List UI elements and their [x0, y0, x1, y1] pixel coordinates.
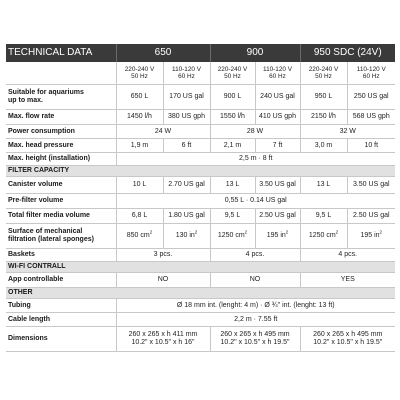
cell-line: NO [249, 276, 261, 283]
cell-line: 250 US gal [353, 93, 389, 100]
cell-line: 6 ft [181, 141, 192, 149]
cell-line: 650 L [130, 93, 149, 100]
table-row-head [6, 139, 395, 153]
cell-line: 850 $cm^2$ [126, 229, 153, 239]
merged-value-cell [300, 327, 395, 352]
cell-line: 32 W [339, 127, 356, 135]
merged-value-cell [300, 273, 395, 288]
cell-line: 170 US gal [169, 93, 204, 100]
value-cell [116, 209, 163, 224]
cell-line: 0,55 L · 0.14 US gal [224, 197, 287, 204]
model-950-header: 950 SDC (24V) [300, 44, 395, 62]
cell-line: 13 L [225, 181, 240, 188]
merged-value-cell [116, 273, 210, 288]
cell-line: 2150 l/h [311, 113, 336, 120]
voltage-row-label [6, 62, 116, 85]
voltage-950-us: 110-120 V 60 Hz [347, 62, 395, 85]
cell-line: 28 W [246, 127, 264, 135]
value-cell [347, 110, 395, 125]
value-cell [116, 177, 163, 194]
cell-line: Max. height (installation) [8, 155, 91, 162]
value-cell [116, 139, 163, 153]
cell-line: Ø 18 mm int. (lenght: 4 m) · Ø ¾" int. (lenght: 13 ft) [176, 301, 335, 309]
value-cell [300, 224, 347, 249]
table-row-surface [6, 224, 395, 249]
value-cell [210, 85, 255, 110]
cell-line: 6,8 L [131, 212, 148, 219]
cell-line: 3 pcs. [153, 251, 173, 258]
cell-line: App controllable [8, 276, 64, 283]
value-cell [300, 209, 347, 224]
voltage-950-eu: 220-240 V 50 Hz [300, 62, 347, 85]
value-cell [300, 177, 347, 194]
cell-line: 9,5 L [224, 212, 241, 219]
value-cell [210, 139, 255, 153]
cell-line: 260 x 265 x h 495 mm [313, 331, 383, 338]
full-span-value-cell [116, 299, 395, 313]
merged-value-cell [210, 273, 300, 288]
cell-line: 4 pcs. [245, 251, 265, 258]
table-row-sec_wifi [6, 262, 395, 273]
value-cell [347, 85, 395, 110]
model-900-header: 900 [210, 44, 300, 62]
table-row-media [6, 209, 395, 224]
section-header: WI-FI CONTRALL [6, 262, 395, 273]
value-cell [163, 209, 210, 224]
cell-line: 900 L [223, 93, 242, 100]
cell-line: 410 US gph [259, 113, 296, 120]
cell-line: 1250 $cm^2$ [308, 229, 339, 239]
cell-line: 950 L [314, 93, 333, 100]
cell-line: 568 US gph [352, 113, 390, 120]
cell-line: 1550 l/h [220, 113, 245, 120]
merged-value-cell [116, 125, 210, 139]
cell-line: 13 L [316, 181, 331, 188]
cell-line: 2.50 US gal [259, 212, 296, 219]
value-cell [300, 85, 347, 110]
table-title: TECHNICAL DATA [6, 44, 116, 62]
cell-line: 3.50 US gal [352, 181, 390, 188]
merged-value-cell [210, 327, 300, 352]
table-row-sec_filter [6, 166, 395, 177]
full-span-value-cell [116, 194, 395, 209]
cell-line: Surface of mechanical [8, 228, 83, 235]
cell-line: YES [340, 276, 355, 283]
value-cell [116, 224, 163, 249]
cell-line: 24 W [154, 127, 172, 135]
cell-line: 2,1 m [223, 141, 242, 149]
table-row-height [6, 153, 395, 166]
full-span-value-cell [116, 313, 395, 327]
cell-line: 10 ft [364, 141, 379, 149]
value-cell [347, 224, 395, 249]
voltage-row [6, 62, 395, 85]
value-cell [163, 224, 210, 249]
value-cell [210, 224, 255, 249]
value-cell [163, 110, 210, 125]
value-cell [347, 209, 395, 224]
voltage-650-us: 110-120 V 60 Hz [163, 62, 210, 85]
table-row-baskets [6, 249, 395, 262]
merged-value-cell [116, 327, 210, 352]
model-650-header: 650 [116, 44, 210, 62]
cell-line: Max. flow rate [8, 113, 55, 120]
merged-value-cell [300, 249, 395, 262]
cell-line: 10.2" x 10.5" x h 19.5" [313, 339, 383, 346]
cell-line: Baskets [8, 251, 35, 258]
cell-line: 2,5 m · 8 ft [239, 155, 273, 162]
cell-line: NO [157, 276, 169, 283]
row-label [6, 194, 116, 209]
value-cell [163, 85, 210, 110]
cell-line: 240 US gal [260, 93, 295, 100]
value-cell [300, 110, 347, 125]
value-cell [163, 139, 210, 153]
cell-line: 130 $in^2$ [175, 229, 198, 239]
row-label [6, 209, 116, 224]
row-label [6, 110, 116, 125]
cell-line: 10.2" x 10.5" x h 16" [131, 339, 195, 346]
cell-line: 3.50 US gal [259, 181, 296, 188]
cell-line: Cable length [8, 315, 51, 323]
value-cell [255, 209, 300, 224]
value-cell [116, 110, 163, 125]
cell-line: Power consumption [8, 127, 75, 135]
table-row-cable [6, 313, 395, 327]
table-body [6, 44, 395, 352]
value-cell [255, 85, 300, 110]
technical-data-sheet [6, 44, 395, 352]
row-label [6, 153, 116, 166]
table-row-app [6, 273, 395, 288]
table-row-dimensions [6, 327, 395, 352]
cell-line: 9,5 L [315, 212, 332, 219]
cell-line: 2,2 m · 7.55 ft [234, 315, 278, 323]
voltage-900-eu: 220-240 V 50 Hz [210, 62, 255, 85]
cell-line: 10.2" x 10.5" x h 19.5" [220, 339, 290, 346]
cell-line: filtration (lateral sponges) [8, 236, 94, 243]
section-header: FILTER CAPACITY [6, 166, 395, 177]
value-cell [163, 177, 210, 194]
table-row-sec_other [6, 288, 395, 299]
value-cell [210, 209, 255, 224]
voltage-900-us: 110-120 V 60 Hz [255, 62, 300, 85]
cell-line: 1450 l/h [127, 113, 152, 120]
value-cell [300, 139, 347, 153]
merged-value-cell [300, 125, 395, 139]
voltage-650-eu: 220-240 V 50 Hz [116, 62, 163, 85]
cell-line: 380 US gph [168, 113, 205, 120]
full-span-value-cell [116, 153, 395, 166]
cell-line: 1250 $cm^2$ [217, 229, 248, 239]
value-cell [347, 177, 395, 194]
cell-line: Suitable for aquariums [8, 89, 84, 96]
value-cell [255, 177, 300, 194]
section-header: OTHER [6, 288, 395, 299]
cell-line: 4 pcs. [338, 251, 358, 258]
cell-line: 2.50 US gal [352, 212, 390, 219]
value-cell [255, 139, 300, 153]
cell-line: 2.70 US gal [168, 181, 205, 188]
row-label [6, 299, 116, 313]
technical-data-table [6, 44, 395, 352]
row-label [6, 85, 116, 110]
row-label [6, 224, 116, 249]
cell-line: 3,0 m [314, 141, 333, 149]
table-row-aquarium [6, 85, 395, 110]
cell-line: 195 $in^2$ [360, 229, 383, 239]
merged-value-cell [210, 125, 300, 139]
cell-line: 1.80 US gal [168, 212, 205, 219]
cell-line: 7 ft [272, 141, 283, 149]
table-row-power [6, 125, 395, 139]
cell-line: Pre-filter volume [8, 197, 64, 204]
value-cell [347, 139, 395, 153]
cell-line: 195 $in^2$ [266, 229, 289, 239]
value-cell [210, 177, 255, 194]
row-label [6, 125, 116, 139]
cell-line: 260 x 265 x h 495 mm [220, 331, 290, 338]
row-label [6, 177, 116, 194]
table-row-canister [6, 177, 395, 194]
row-label [6, 327, 116, 352]
row-label [6, 273, 116, 288]
header-row [6, 44, 395, 62]
table-row-prefilter [6, 194, 395, 209]
row-label [6, 249, 116, 262]
cell-line: Total filter media volume [8, 212, 90, 219]
merged-value-cell [210, 249, 300, 262]
cell-line: Dimensions [8, 335, 48, 342]
cell-line: up to max. [8, 97, 44, 104]
row-label [6, 313, 116, 327]
cell-line: 1,9 m [130, 141, 149, 149]
cell-line: Max. head pressure [8, 141, 74, 149]
cell-line: Tubing [8, 301, 31, 309]
table-row-flow [6, 110, 395, 125]
value-cell [255, 224, 300, 249]
value-cell [210, 110, 255, 125]
cell-line: 10 L [132, 181, 147, 188]
value-cell [255, 110, 300, 125]
row-label [6, 139, 116, 153]
table-row-tubing [6, 299, 395, 313]
merged-value-cell [116, 249, 210, 262]
cell-line: 260 x 265 x h 411 mm [128, 331, 198, 338]
value-cell [116, 85, 163, 110]
cell-line: Canister volume [8, 181, 63, 188]
